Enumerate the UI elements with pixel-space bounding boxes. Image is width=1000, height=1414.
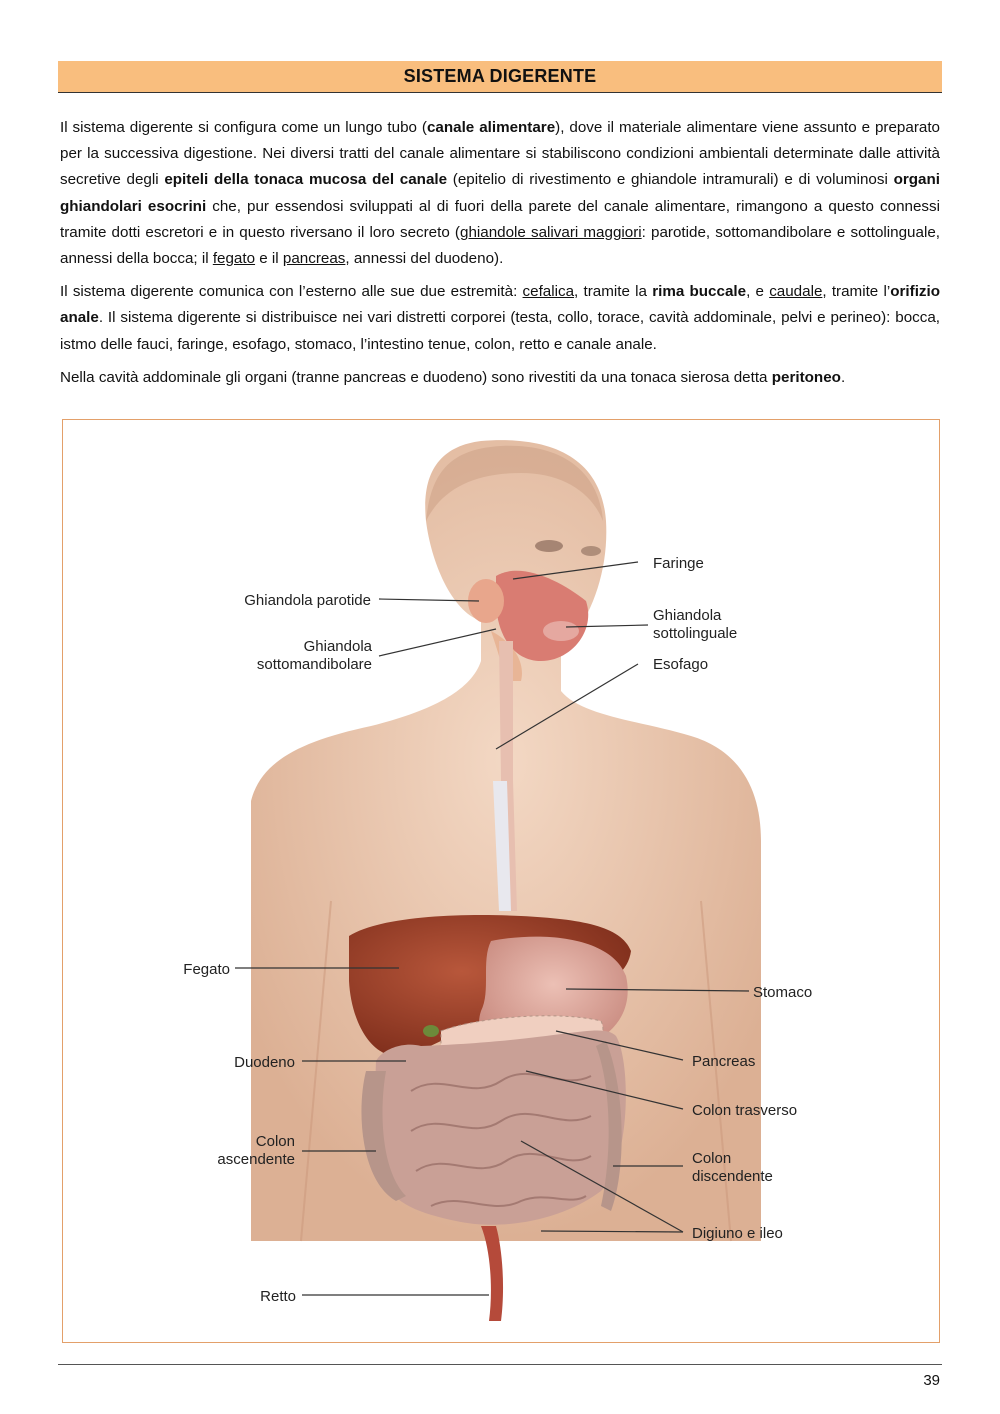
text-run: , tramite l’ <box>822 283 891 301</box>
bold-term: orifizio anale <box>60 283 941 327</box>
text-run: , tramite la <box>574 283 653 301</box>
label-colon-discendente-1: Colon <box>692 1150 732 1167</box>
underlined-term: ghiandole salivari maggiori <box>460 223 642 241</box>
label-colon-discendente-2: discendente <box>692 1168 773 1185</box>
text-run: che, pur essendosi sviluppati al di fuori della parete del canale alimentare, rimangono a questo connessi tramite dotti escretori e in questo riversano il loro secreto ( <box>60 197 940 241</box>
label-retto: Retto <box>260 1288 296 1305</box>
bold-term: canale alimentare <box>426 119 556 136</box>
footer-divider <box>58 1364 942 1365</box>
digestive-system-illustration <box>63 420 938 1341</box>
text-run: e il <box>255 250 283 268</box>
text-run: ), dove il materiale alimentare viene assunto e preparato per la successiva digestione. Nei diversi tratti del canale alimentare si stabiliscono condizioni ambientali determinate dalle attività secretive degli <box>60 119 940 189</box>
page-number: 39 <box>923 1372 940 1389</box>
paragraph-1 <box>60 115 940 272</box>
bold-term: epiteli della tonaca mucosa del canale <box>164 171 448 189</box>
label-pancreas: Pancreas <box>692 1053 756 1070</box>
bold-term: organi ghiandolari esocrini <box>60 171 940 215</box>
label-duodeno: Duodeno <box>234 1054 295 1071</box>
label-colon-trasverso: Colon trasverso <box>692 1102 798 1119</box>
bold-term: rima buccale <box>652 283 747 301</box>
section-title-bar <box>58 61 942 93</box>
label-fegato: Fegato <box>183 961 230 978</box>
underlined-term: cefalica <box>522 283 575 301</box>
label-esofago: Esofago <box>653 656 709 673</box>
text-run: Il sistema digerente si configura come un lungo tubo ( <box>60 119 427 136</box>
label-colon-ascendente-2: ascendente <box>217 1151 295 1168</box>
label-faringe: Faringe <box>653 555 704 572</box>
text-run: (epitelio di rivestimento e ghiandole intramurali) e di voluminosi <box>447 171 894 189</box>
bold-term: peritoneo <box>771 368 841 386</box>
body-text <box>60 115 940 398</box>
underlined-term: fegato <box>212 250 256 268</box>
paragraph-2 <box>60 279 940 358</box>
label-sottolinguale-2: sottolinguale <box>653 625 738 642</box>
underlined-term: pancreas <box>282 250 346 268</box>
page-title: SISTEMA DIGERENTE <box>403 66 597 86</box>
text-run: , annessi del duodeno). <box>345 250 504 268</box>
text-run: : parotide, sottomandibolare e sottolinguale, annessi della bocca; il <box>60 223 940 268</box>
text-run: Nella cavità addominale gli organi (tranne pancreas e duodeno) sono rivestiti da una tonaca sierosa detta <box>60 368 772 386</box>
text-run: . <box>840 368 846 386</box>
label-digiuno-ileo: Digiuno e ileo <box>692 1225 783 1242</box>
text-run: . Il sistema digerente si distribuisce nei vari distretti corporei (testa, collo, torace, cavità addominale, pelvi e perineo): bocca, istmo delle fauci, faringe, esofago, stomaco, l’intestino tenue, colon, retto e canale anale. <box>60 309 940 353</box>
text-run: , e <box>746 283 770 301</box>
label-sottolinguale-1: Ghiandola <box>653 607 722 624</box>
label-sottomandibolare-1: Ghiandola <box>303 638 372 655</box>
anatomy-figure <box>62 419 940 1343</box>
label-stomaco: Stomaco <box>753 984 813 1001</box>
label-colon-ascendente-1: Colon <box>255 1133 295 1150</box>
text-run: Il sistema digerente comunica con l’esterno alle sue due estremità: <box>60 283 523 301</box>
label-sottomandibolare-2: sottomandibolare <box>256 656 372 673</box>
abdominal-organs <box>349 915 631 1321</box>
label-parotide: Ghiandola parotide <box>244 592 371 609</box>
underlined-term: caudale <box>769 283 823 301</box>
paragraph-3 <box>60 365 940 391</box>
